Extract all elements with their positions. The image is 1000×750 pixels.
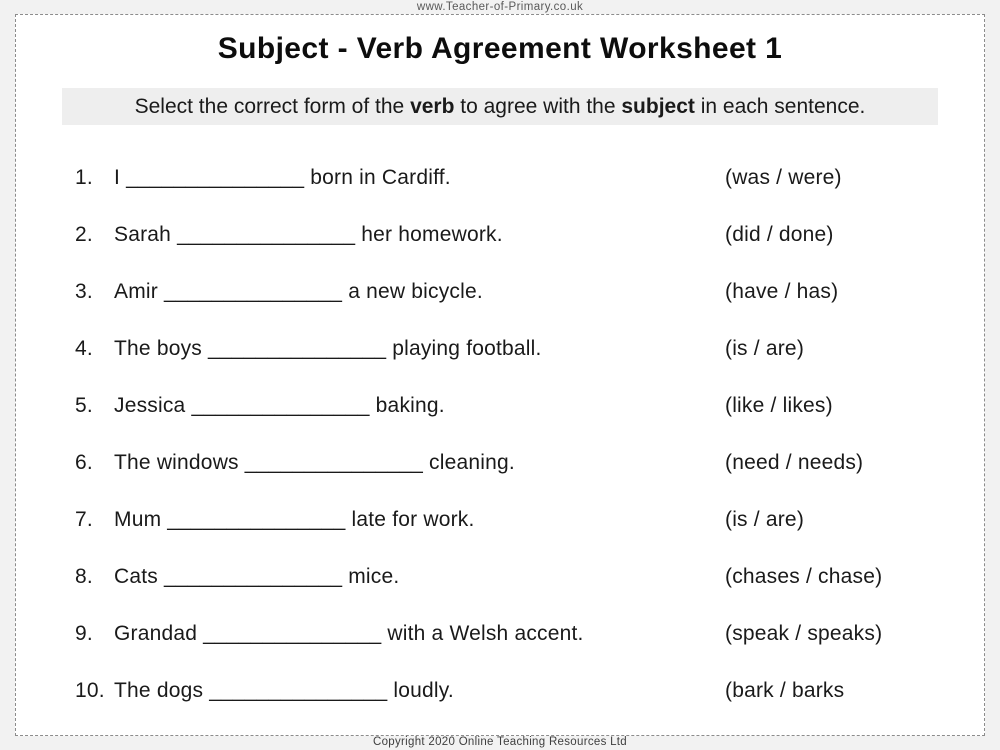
question-number: 8.	[75, 564, 93, 588]
question-sentence: Jessica _______________ baking.	[114, 393, 445, 417]
question-number: 9.	[75, 621, 93, 645]
question-row-7	[16, 491, 984, 548]
question-number: 1.	[75, 165, 93, 189]
question-number: 4.	[75, 336, 93, 360]
instruction-text: in each sentence.	[694, 94, 866, 118]
question-row-1	[16, 149, 984, 206]
question-options: (speak / speaks)	[725, 621, 883, 645]
question-row-9	[16, 605, 984, 662]
question-options: (have / has)	[725, 279, 839, 303]
question-options: (did / done)	[725, 222, 834, 246]
question-row-5	[16, 377, 984, 434]
question-row-2	[16, 206, 984, 263]
question-number: 3.	[75, 279, 93, 303]
question-number: 7.	[75, 507, 93, 531]
question-options: (need / needs)	[725, 450, 864, 474]
question-sentence: Amir _______________ a new bicycle.	[114, 279, 483, 303]
question-number: 2.	[75, 222, 93, 246]
question-sentence: The dogs _______________ loudly.	[114, 678, 454, 702]
question-sentence: I _______________ born in Cardiff.	[114, 165, 451, 189]
instruction-bold-verb: verb	[410, 94, 455, 118]
instruction-bold-subject: subject	[621, 94, 695, 118]
instruction-text: Select the correct form of the	[134, 94, 411, 118]
instruction-banner	[62, 88, 938, 125]
question-list	[16, 149, 984, 719]
question-options: (is / are)	[725, 507, 805, 531]
question-options: (chases / chase)	[725, 564, 883, 588]
question-row-10	[16, 662, 984, 719]
question-number: 5.	[75, 393, 93, 417]
worksheet-page	[15, 14, 985, 736]
question-sentence: Grandad _______________ with a Welsh accent.	[114, 621, 584, 645]
question-sentence: Cats _______________ mice.	[114, 564, 400, 588]
question-number: 10.	[75, 678, 105, 702]
question-options: (is / are)	[725, 336, 805, 360]
question-options: (bark / barks	[725, 678, 845, 702]
question-row-6	[16, 434, 984, 491]
question-row-3	[16, 263, 984, 320]
question-options: (like / likes)	[725, 393, 833, 417]
copyright-footer: Copyright 2020 Online Teaching Resources Ltd	[373, 736, 627, 748]
question-sentence: The windows _______________ cleaning.	[114, 450, 515, 474]
question-sentence: The boys _______________ playing football.	[114, 336, 542, 360]
question-number: 6.	[75, 450, 93, 474]
question-sentence: Mum _______________ late for work.	[114, 507, 475, 531]
question-row-4	[16, 320, 984, 377]
question-options: (was / were)	[725, 165, 842, 189]
question-sentence: Sarah _______________ her homework.	[114, 222, 503, 246]
site-url: www.Teacher-of-Primary.co.uk	[416, 1, 584, 13]
instruction-text: to agree with the	[454, 94, 622, 118]
worksheet-title: Subject - Verb Agreement Worksheet 1	[217, 32, 783, 65]
question-row-8	[16, 548, 984, 605]
